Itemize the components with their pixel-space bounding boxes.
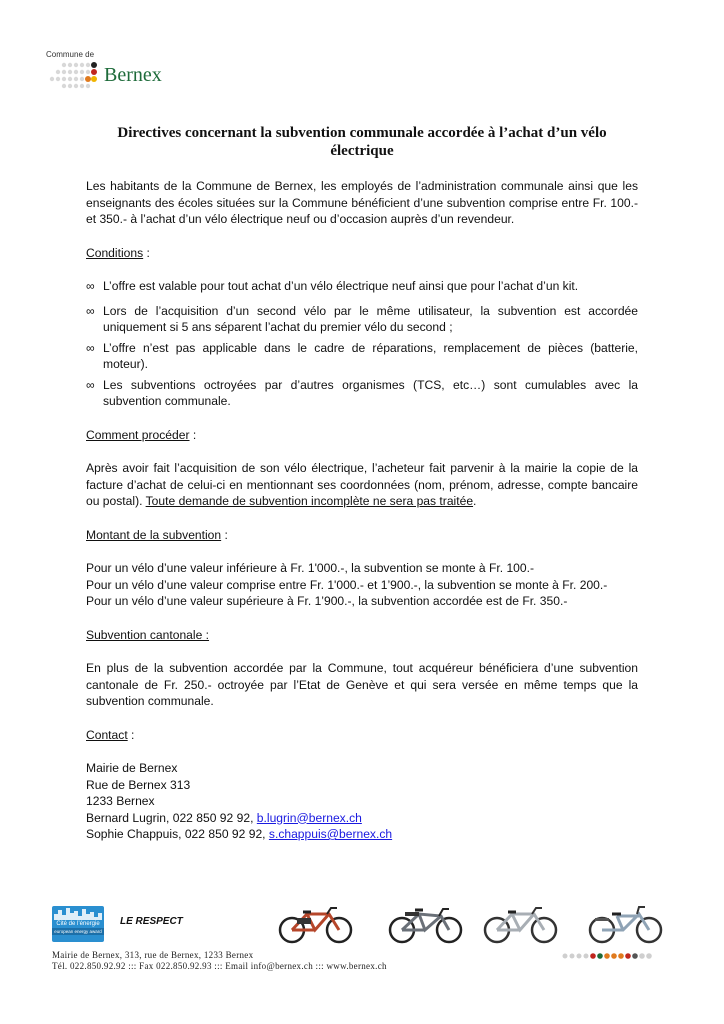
amount-heading: Montant de la subvention bbox=[86, 527, 222, 542]
cite-label: Cité de l’énergie bbox=[56, 921, 100, 927]
conditions-heading: Conditions bbox=[86, 245, 144, 260]
city-skyline-icon bbox=[52, 906, 104, 920]
logo-small-text: Commune de bbox=[46, 50, 95, 59]
procedure-heading-line bbox=[86, 427, 638, 444]
cite-energie-logo bbox=[52, 906, 104, 942]
procedure-text: Après avoir fait l’acquisition de son vélo électrique, l’acheteur fait parvenir à la mairie la copie de la facture d’achat de celui-ci en mentionnant ses coordonnées (nom, prénom, adresse, compte bancaire ou postal). bbox=[86, 461, 638, 508]
contact-person bbox=[86, 810, 638, 827]
amount-line: Pour un vélo d’une valeur supérieure à Fr. 1’900.-, la subvention accordée est de Fr. 350.- bbox=[86, 594, 568, 608]
document-body bbox=[86, 178, 638, 843]
conditions-heading-line bbox=[86, 245, 638, 262]
procedure-heading: Comment procéder bbox=[86, 427, 190, 442]
page-title: Directives concernant la subvention communale accordée à l’achat d’un vélo électrique bbox=[117, 125, 607, 159]
footer-contact-line: Tél. 022.850.92.92 ::: Fax 022.850.92.93 ::: Email info@bernex.ch ::: www.bernex.ch bbox=[52, 961, 387, 971]
contact-heading-line bbox=[86, 727, 638, 744]
procedure-heading-suffix: : bbox=[189, 427, 197, 442]
bike-icon bbox=[277, 904, 357, 944]
contact-line: Mairie de Bernex bbox=[86, 761, 178, 775]
email-link-chappuis[interactable]: s.chappuis@bernex.ch bbox=[268, 827, 393, 841]
contact-person bbox=[86, 826, 638, 843]
cantonal-heading-line bbox=[86, 627, 638, 644]
contact-person-text: Bernard Lugrin, 022 850 92 92, bbox=[86, 810, 257, 825]
cantonal-paragraph: En plus de la subvention accordée par la Commune, tout acquéreur bénéficiera d’une subvention cantonale de Fr. 250.- octroyée par l’Etat de Genève et qui sera versée en même temps que la subvention communale. bbox=[86, 661, 638, 708]
amount-heading-line bbox=[86, 527, 638, 544]
list-item bbox=[86, 377, 638, 410]
condition-text: Les subventions octroyées par d’autres organismes (TCS, etc…) sont cumulables avec la subvention communale. bbox=[103, 377, 638, 408]
logo-name: Bernex bbox=[104, 64, 162, 86]
amount-lines bbox=[86, 560, 638, 610]
cantonal-heading: Subvention cantonale : bbox=[86, 627, 210, 642]
procedure-paragraph bbox=[86, 460, 638, 510]
condition-text: L’offre est valable pour tout achat d’un vélo électrique neuf ainsi que pour l’achat d’un kit. bbox=[103, 279, 579, 293]
bullet-icon: ∞ bbox=[86, 303, 95, 318]
cite-sublabel: european energy award bbox=[52, 928, 104, 935]
contact-line: Rue de Bernex 313 bbox=[86, 777, 191, 792]
amount-line: Pour un vélo d’une valeur inférieure à Fr. 1'000.-, la subvention se monte à Fr. 100.- bbox=[86, 561, 535, 575]
list-item bbox=[86, 303, 638, 336]
conditions-heading-suffix: : bbox=[143, 245, 150, 260]
logo-dots-icon bbox=[46, 59, 106, 95]
bullet-icon: ∞ bbox=[86, 340, 95, 355]
bike-icon bbox=[482, 904, 562, 944]
respect-logo: LE RESPECT bbox=[120, 916, 183, 927]
contact-line: 1233 Bernex bbox=[86, 794, 155, 808]
bike-icon bbox=[387, 904, 467, 944]
contact-heading: Contact bbox=[86, 727, 128, 742]
footer-address-line: Mairie de Bernex, 313, rue de Bernex, 1233 Bernex bbox=[52, 950, 254, 960]
contact-person-text: Sophie Chappuis, 022 850 92 92, bbox=[86, 827, 269, 841]
email-link-lugrin[interactable]: b.lugrin@bernex.ch bbox=[256, 810, 362, 825]
contact-heading-suffix: : bbox=[127, 727, 135, 742]
footer-address bbox=[52, 950, 387, 972]
commune-logo bbox=[46, 50, 186, 96]
contact-block bbox=[86, 760, 638, 843]
amount-line: Pour un vélo d’une valeur comprise entre Fr. 1'000.- et 1’900.-, la subvention se monte à Fr. 200.- bbox=[86, 577, 608, 592]
condition-text: L’offre n’est pas applicable dans le cadre de réparations, remplacement de pièces (batterie, moteur). bbox=[103, 340, 638, 371]
intro-paragraph: Les habitants de la Commune de Bernex, les employés de l’administration communale ainsi que les enseignants des écoles situées sur la Commune bénéficient d’une subvention comprise entre Fr. 100.- et 350.- à l’achat d’un vélo électrique neuf ou d’occasion auprès d’un revendeur. bbox=[86, 179, 638, 226]
condition-text: Lors de l’acquisition d’un second vélo par le même utilisateur, la subvention est accordée uniquement si 5 ans séparent l’achat du premier vélo du second ; bbox=[103, 303, 638, 334]
procedure-warning: Toute demande de subvention incomplète ne sera pas traitée bbox=[145, 494, 474, 508]
procedure-end: . bbox=[473, 494, 477, 508]
bike-icon bbox=[587, 904, 667, 944]
bullet-icon: ∞ bbox=[86, 377, 95, 392]
amount-heading-suffix: : bbox=[221, 527, 228, 542]
list-item bbox=[86, 278, 638, 295]
list-item bbox=[86, 340, 638, 373]
footer-logos bbox=[52, 904, 672, 946]
bullet-icon: ∞ bbox=[86, 279, 95, 293]
footer-dots-icon bbox=[560, 951, 660, 961]
conditions-list bbox=[86, 278, 638, 410]
